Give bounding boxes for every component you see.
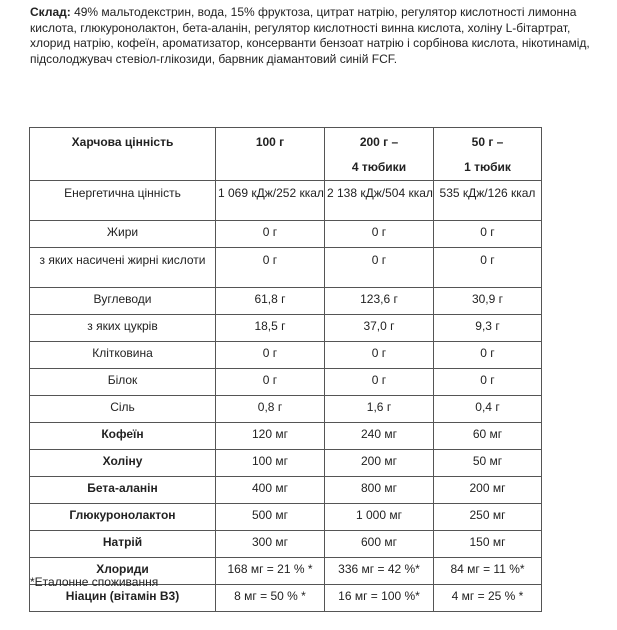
- value-50g: 250 мг: [434, 504, 542, 531]
- reference-intake-footnote: *Еталонне споживання: [30, 575, 159, 589]
- table-row: [30, 248, 542, 288]
- value-200g: 0 г: [325, 369, 434, 396]
- value-100g: 400 мг: [216, 477, 325, 504]
- value-100g: 168 мг = 21 % *: [216, 558, 325, 585]
- value-100g: 8 мг = 50 % *: [216, 585, 325, 612]
- value-50g: 84 мг = 11 %*: [434, 558, 542, 585]
- table-row: [30, 181, 542, 221]
- value-200g: 1,6 г: [325, 396, 434, 423]
- value-200g: 200 мг: [325, 450, 434, 477]
- value-50g: 30,9 г: [434, 288, 542, 315]
- table-row: [30, 396, 542, 423]
- row-name: Жири: [30, 221, 216, 248]
- value-50g: 0 г: [434, 369, 542, 396]
- table-row: [30, 369, 542, 396]
- header-per-100g: 100 г: [216, 128, 325, 181]
- composition-paragraph: [30, 5, 590, 67]
- table-row: [30, 504, 542, 531]
- composition-label: Склад:: [30, 5, 71, 19]
- row-name: Сіль: [30, 396, 216, 423]
- value-200g: 2 138 кДж/504 ккал: [325, 181, 434, 221]
- row-name: Вуглеводи: [30, 288, 216, 315]
- table-header-row: [30, 128, 542, 181]
- row-name: Хлориди: [30, 558, 216, 585]
- value-200g: 0 г: [325, 221, 434, 248]
- value-200g: 16 мг = 100 %*: [325, 585, 434, 612]
- composition-text: 49% мальтодекстрин, вода, 15% фруктоза, цитрат натрію, регулятор кислотності лимонна кислота, глюкуронолактон, бета-аланін, регулятор кислотності винна кислота, холіну L-бітартрат, хлорид натрію, кофеїн, ароматизатор, консерванти бензоат натрію і сорбінова кислота, нікотинамід, підсолоджувач стевіол-глікозиди, барвник діамантовий синій FCF.: [30, 5, 590, 66]
- table-row: [30, 477, 542, 504]
- value-100g: 0 г: [216, 221, 325, 248]
- value-100g: 0 г: [216, 342, 325, 369]
- value-200g: 336 мг = 42 %*: [325, 558, 434, 585]
- value-200g: 240 мг: [325, 423, 434, 450]
- header-nutrition-value: Харчова цінність: [30, 128, 216, 181]
- table-row: [30, 531, 542, 558]
- table-row: [30, 423, 542, 450]
- value-50g: 60 мг: [434, 423, 542, 450]
- value-100g: 100 мг: [216, 450, 325, 477]
- value-50g: 200 мг: [434, 477, 542, 504]
- row-name: Глюкуронолактон: [30, 504, 216, 531]
- table-row: [30, 342, 542, 369]
- value-100g: 120 мг: [216, 423, 325, 450]
- value-100g: 500 мг: [216, 504, 325, 531]
- value-50g: 535 кДж/126 ккал: [434, 181, 542, 221]
- value-200g: 0 г: [325, 248, 434, 288]
- header-per-200g: 200 г – 4 тюбики: [325, 128, 434, 181]
- value-200g: 37,0 г: [325, 315, 434, 342]
- value-100g: 0 г: [216, 248, 325, 288]
- value-100g: 1 069 кДж/252 ккал: [216, 181, 325, 221]
- value-200g: 800 мг: [325, 477, 434, 504]
- table-row: [30, 221, 542, 248]
- value-100g: 18,5 г: [216, 315, 325, 342]
- row-name: Кофеїн: [30, 423, 216, 450]
- value-100g: 0 г: [216, 369, 325, 396]
- table-row: [30, 288, 542, 315]
- value-50g: 150 мг: [434, 531, 542, 558]
- row-name: з яких цукрів: [30, 315, 216, 342]
- value-200g: 1 000 мг: [325, 504, 434, 531]
- value-50g: 9,3 г: [434, 315, 542, 342]
- value-50g: 0 г: [434, 342, 542, 369]
- value-50g: 0 г: [434, 221, 542, 248]
- value-200g: 600 мг: [325, 531, 434, 558]
- value-50g: 0,4 г: [434, 396, 542, 423]
- row-name: Ніацин (вітамін В3): [30, 585, 216, 612]
- value-200g: 123,6 г: [325, 288, 434, 315]
- header-per-50g: 50 г – 1 тюбик: [434, 128, 542, 181]
- table-row: [30, 450, 542, 477]
- row-name: з яких насичені жирні кислоти: [30, 248, 216, 288]
- row-name: Бета-аланін: [30, 477, 216, 504]
- row-name: Натрій: [30, 531, 216, 558]
- value-50g: 0 г: [434, 248, 542, 288]
- value-50g: 50 мг: [434, 450, 542, 477]
- nutrition-table: [29, 127, 542, 612]
- value-100g: 300 мг: [216, 531, 325, 558]
- value-50g: 4 мг = 25 % *: [434, 585, 542, 612]
- table-row: [30, 315, 542, 342]
- row-name: Білок: [30, 369, 216, 396]
- row-name: Холіну: [30, 450, 216, 477]
- row-name: Клітковина: [30, 342, 216, 369]
- row-name: Енергетична цінність: [30, 181, 216, 221]
- value-100g: 61,8 г: [216, 288, 325, 315]
- value-200g: 0 г: [325, 342, 434, 369]
- value-100g: 0,8 г: [216, 396, 325, 423]
